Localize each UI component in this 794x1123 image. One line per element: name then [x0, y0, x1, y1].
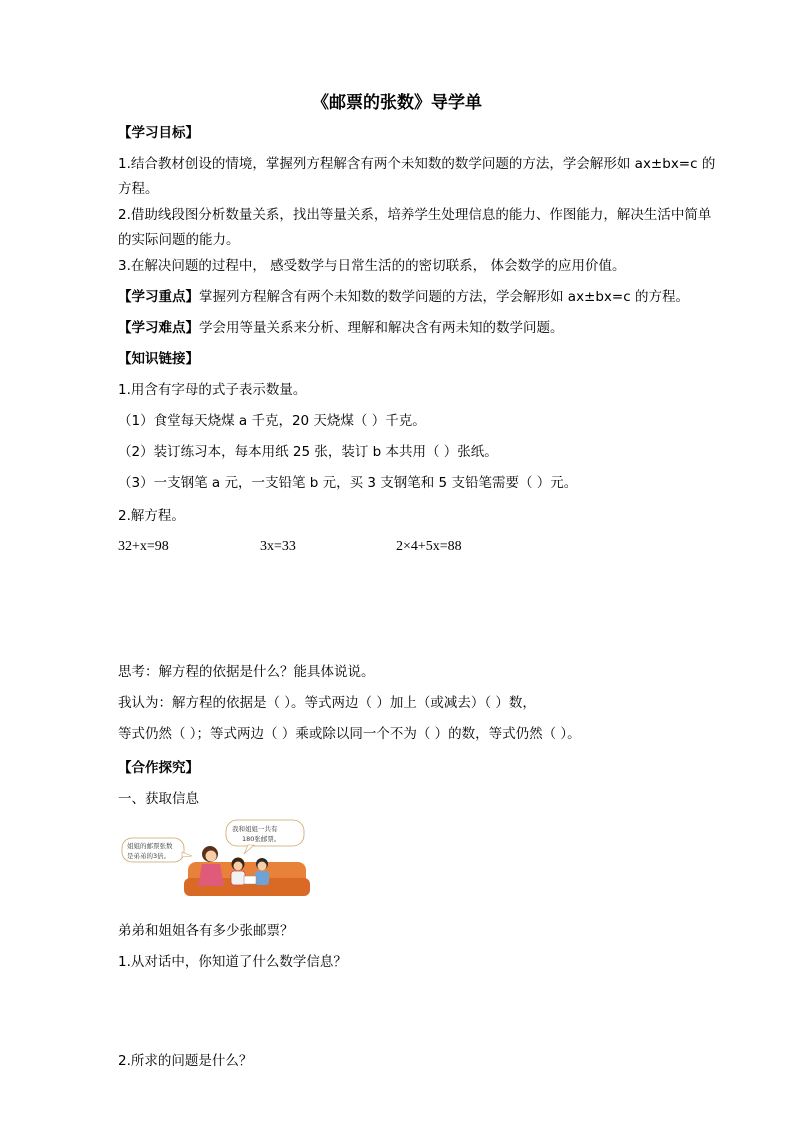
explore-question-2: 2.所求的问题是什么？ — [118, 1053, 253, 1069]
difficult-point-text: 学会用等量关系来分析、理解和解决含有两未知的数学问题。 — [199, 320, 564, 336]
equation-1: 32+x=98 — [118, 539, 169, 554]
explore-question: 弟弟和姐姐各有多少张邮票？ — [118, 923, 294, 939]
link-question-1-3: （3）一支钢笔 a 元，一支铅笔 b 元，买 3 支钢笔和 5 支铅笔需要（ ）元。 — [118, 475, 578, 491]
page-title: 《邮票的张数》导学单 — [312, 93, 482, 113]
right-bubble-text-2: 180张邮票。 — [242, 835, 281, 843]
goal-1-line-1: 1.结合教材创设的情境，掌握列方程解含有两个未知数的数学问题的方法，学会解形如 ax±bx=c 的 — [118, 156, 716, 172]
stamp-dialog-illustration — [120, 818, 310, 900]
girl-face — [234, 862, 243, 871]
link-question-1-2: （2）装订练习本，每本用纸 25 张，装订 b 本共用（ ）张纸。 — [118, 444, 498, 460]
explore-question-1: 1.从对话中，你知道了什么数学信息？ — [118, 954, 347, 970]
think-prompt: 思考：解方程的依据是什么？能具体说说。 — [118, 664, 375, 680]
goal-1-line-2: 方程。 — [118, 181, 159, 197]
boy-face — [258, 862, 267, 871]
section-heading-explore: 【合作探究】 — [118, 760, 199, 776]
stamp-album — [244, 876, 256, 884]
goal-2-line-1: 2.借助线段图分析数量关系，找出等量关系，培养学生处理信息的能力、作图能力，解决生活中简单 — [118, 207, 712, 223]
explore-step-1: 一、获取信息 — [118, 791, 199, 807]
answer-line-1: 我认为：解方程的依据是（ ）。等式两边（ ）加上（或减去）（ ）数， — [118, 695, 536, 711]
key-point — [118, 288, 689, 306]
girl-shirt — [231, 871, 245, 885]
left-bubble-text-2: 是弟弟的3倍。 — [127, 852, 171, 860]
link-question-2: 2.解方程。 — [118, 508, 185, 524]
section-heading-goals: 【学习目标】 — [118, 125, 199, 141]
left-bubble-tail — [182, 852, 192, 857]
equation-2: 3x=33 — [260, 539, 296, 554]
boy-shirt — [255, 871, 269, 885]
link-question-1-1: （1）食堂每天烧煤 a 千克，20 天烧煤（ ）千克。 — [118, 413, 426, 429]
right-bubble-text-1: 我和姐姐一共有 — [232, 825, 278, 833]
key-point-text: 掌握列方程解含有两个未知数的数学问题的方法，学会解形如 ax±bx=c 的方程。 — [199, 289, 689, 305]
difficult-point — [118, 319, 564, 337]
goal-2-line-2: 的实际问题的能力。 — [118, 232, 240, 248]
section-heading-key: 【学习重点】 — [118, 289, 199, 305]
equation-3: 2×4+5x=88 — [396, 539, 462, 554]
section-heading-link: 【知识链接】 — [118, 351, 199, 367]
goal-3: 3.在解决问题的过程中， 感受数学与日常生活的的密切联系， 体会数学的应用价值。 — [118, 258, 626, 274]
answer-line-2: 等式仍然（ ）；等式两边（ ）乘或除以同一个不为（ ）的数，等式仍然（ ）。 — [118, 726, 581, 742]
mother-dress — [198, 864, 224, 886]
link-question-1: 1.用含有字母的式子表示数量。 — [118, 382, 307, 398]
mother-face — [206, 851, 217, 862]
section-heading-difficult: 【学习难点】 — [118, 320, 199, 336]
left-bubble-text-1: 姐姐的邮票张数 — [127, 842, 173, 850]
